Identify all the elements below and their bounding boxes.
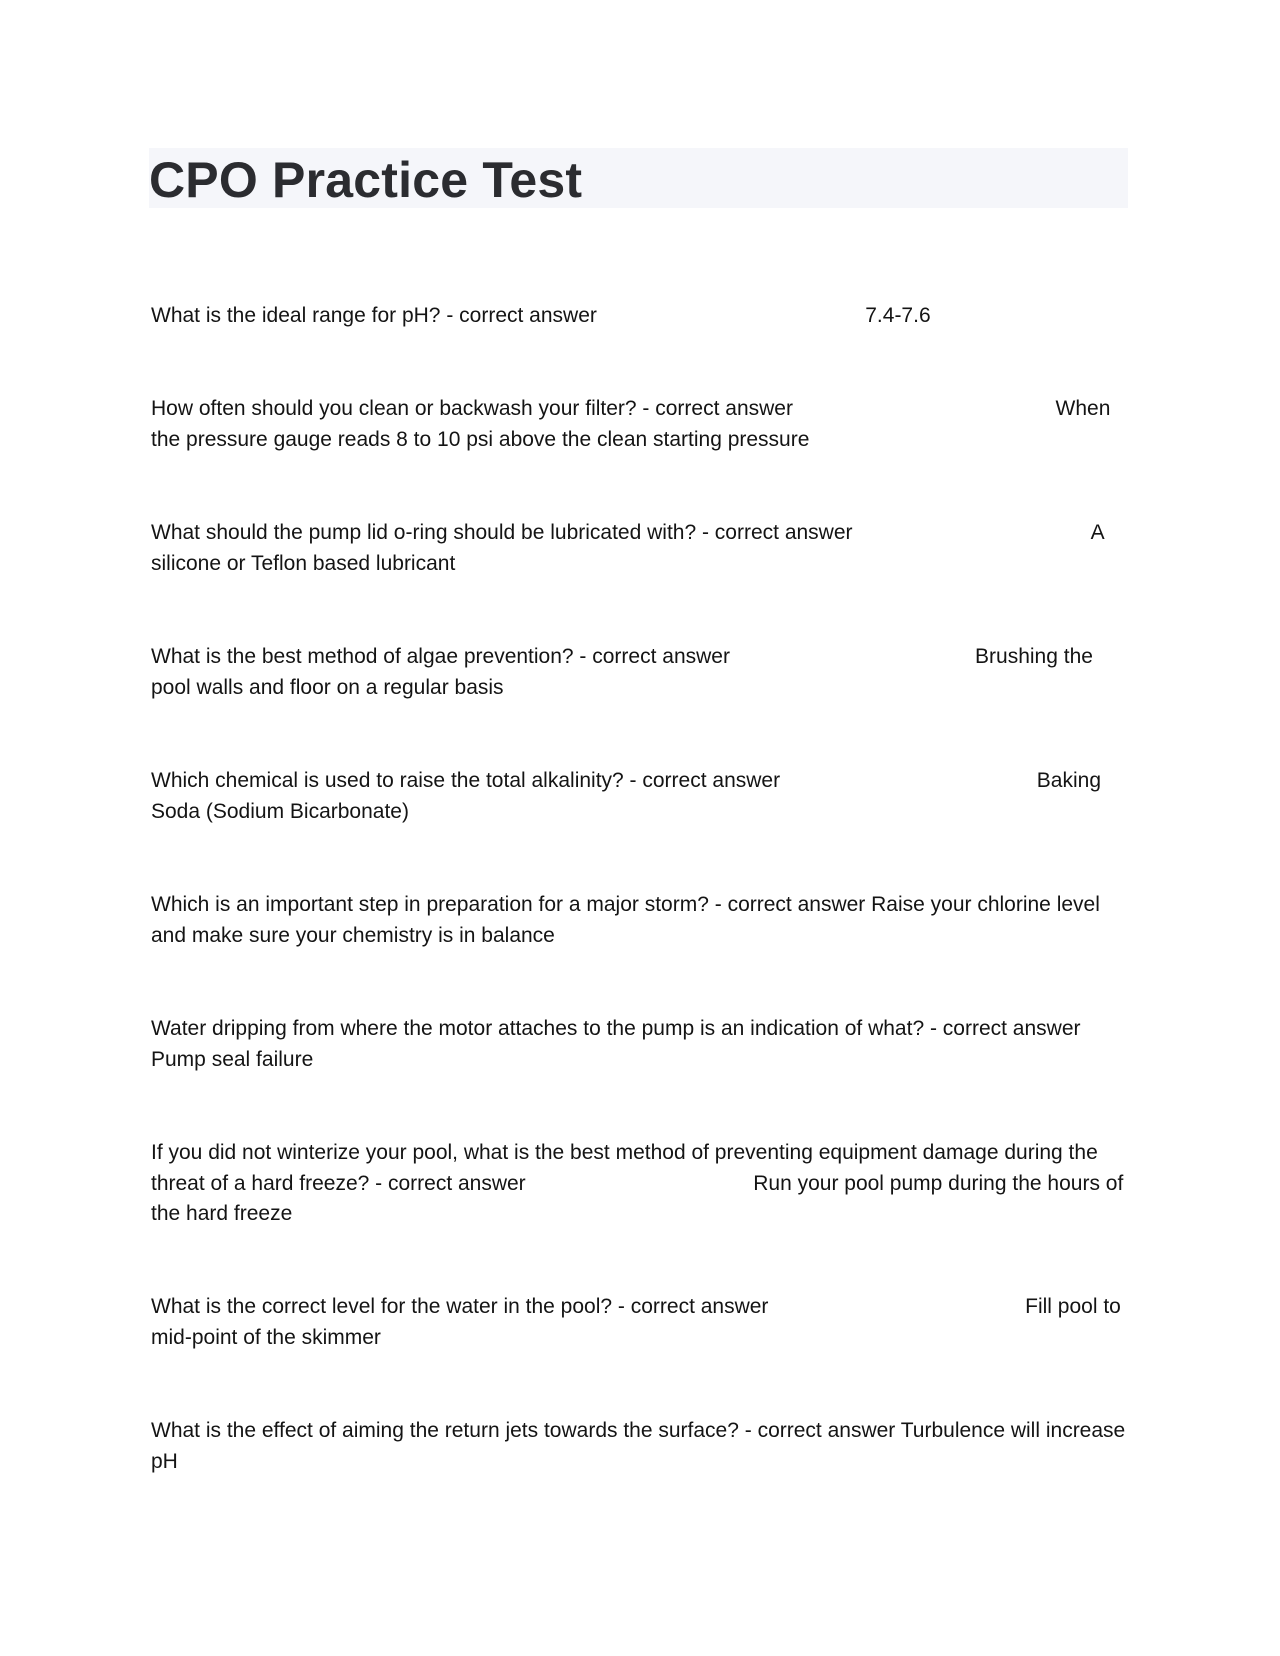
qa-item-6: Which is an important step in preparation for a major storm? - correct answer Raise your chlorine level and make sure your chemistry is in balance — [151, 893, 1106, 947]
qa-item-7: Water dripping from where the motor attaches to the pump is an indication of what? - correct answer Pump seal failure — [151, 1017, 1087, 1071]
qa-item-8: If you did not winterize your pool, what is the best method of preventing equipment damage during the threat of a hard freeze? - correct answer Run your pool pump during the hours of the hard freeze — [151, 1141, 1130, 1225]
qa-item-9: What is the correct level for the water in the pool? - correct answer Fill pool to mid-point of the skimmer — [151, 1295, 1127, 1349]
qa-item-4: What is the best method of algae prevention? - correct answer Brushing the pool walls and floor on a regular basis — [151, 645, 1099, 699]
qa-item-2: How often should you clean or backwash your filter? - correct answer When the pressure gauge reads 8 to 10 psi above the clean starting pressure — [151, 397, 1117, 451]
qa-item-3: What should the pump lid o-ring should be lubricated with? - correct answer A silicone or Teflon based lubricant — [151, 521, 1110, 575]
qa-item-10: What is the effect of aiming the return jets towards the surface? - correct answer Turbulence will increase pH — [151, 1419, 1132, 1473]
qa-item-1: What is the ideal range for pH? - correct answer 7.4-7.6 — [151, 304, 931, 327]
page-title: CPO Practice Test — [149, 152, 583, 208]
qa-item-5: Which chemical is used to raise the total alkalinity? - correct answer Baking Soda (Sodium Bicarbonate) — [151, 769, 1107, 823]
